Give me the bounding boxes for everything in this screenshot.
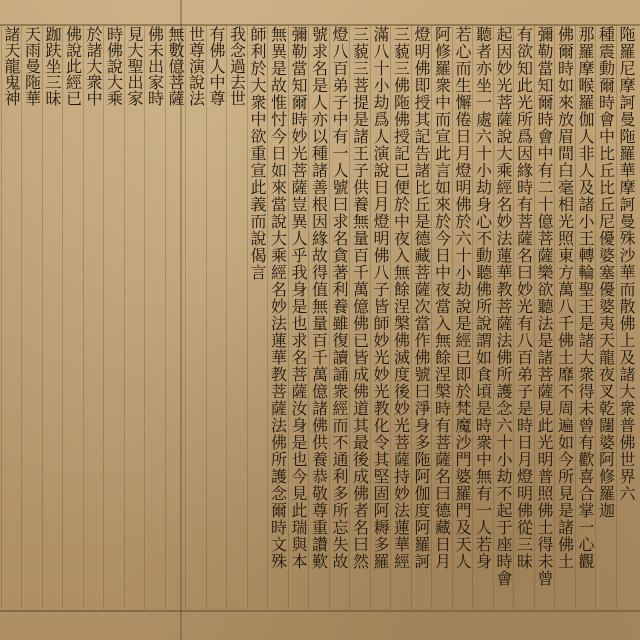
verse-upper-phrase: 見大聖出家 [125,26,144,106]
verse-lower-phrase [1,26,2,610]
verse-lower-phrase [83,26,84,610]
verse-upper-phrase: 世尊演說法 [186,26,206,106]
prose-column: 三藐三佛陁佛授記已便於中夜入無餘涅槃佛滅度後妙光菩薩持妙法蓮華經 [390,26,411,610]
prose-column: 彌勒當知爾時會中有二十億菩薩樂欲聽法是諸菩薩見此光明普照佛土得未曾 [534,26,555,610]
verse-upper-phrase: 我念過去世 [227,26,247,106]
verse-upper-phrase: 跏趺坐三昧 [43,26,62,106]
verse-lower-phrase [21,26,22,610]
verse-column [62,26,83,610]
verse-lower-phrase [103,26,104,610]
verse-lower-phrase [42,26,43,610]
prose-column: 滿八十小劫爲人演說日月燈明佛八子皆師妙光妙光教化令其堅固阿耨多羅 [370,26,391,610]
prose-column: 三藐三菩提是諸王子供養無量百千萬億佛已皆成佛道其最後成佛者名曰然 [349,26,370,610]
verse-column [83,26,104,610]
verse-lower-phrase [165,26,166,610]
verse-lower-phrase [206,26,207,610]
verse-column [206,26,227,610]
verse-upper-phrase: 於諸大衆中 [84,26,103,106]
prose-column: 若心而生懈倦日月燈明佛於六十小劫說是經已即於梵魔沙門婆羅門及天人 [452,26,473,610]
prose-column: 那羅摩睺羅伽人非人及諸小王轉輪聖王是諸大衆得未曾有歡喜合掌一心觀 [575,26,596,610]
verse-lower-phrase [226,26,227,610]
verse-lower-phrase [144,26,145,610]
bottom-ruling-line [0,610,640,612]
prose-column: 起因妙光菩薩說大乘經名妙法蓮華教菩薩法佛所護念六十小劫不起于座時會 [493,26,514,610]
verse-upper-phrase: 佛說此經已 [63,26,83,106]
verse-column [103,26,124,610]
verse-column [124,26,145,610]
prose-column: 無異是故惟忖今日如來當說大乘經名妙法蓮華教菩薩法佛所護念爾時文殊 [267,26,288,610]
prose-column: 師利於大衆中欲重宣此義而說偈言 [247,26,268,610]
prose-column: 燈八百弟子中有一人號曰求名貪著利養雖復讀誦衆經而不通利多所忘失故 [329,26,350,610]
verse-upper-phrase: 天雨曼陁華 [22,26,42,106]
prose-column: 佛爾時如來放眉間白毫相光照東方萬八千佛土靡不周遍如今所見是諸佛土 [554,26,575,610]
verse-column [226,26,247,610]
verse-lower-phrase [124,26,125,610]
prose-column: 種震動爾時會中比丘比丘尼優婆塞優婆夷天龍夜叉乾闥婆阿修羅迦 [595,26,616,610]
verse-column [144,26,165,610]
verse-column [42,26,63,610]
verse-lower-phrase [62,26,63,610]
verse-column [165,26,186,610]
verse-upper-phrase: 時佛說大乘 [104,26,124,106]
prose-column: 彌勒當知爾時妙光菩薩豈異人乎我身是也求名菩薩汝身是也今見此瑞與本 [288,26,309,610]
verse-lower-phrase [185,26,186,610]
verse-upper-phrase: 佛未出家時 [145,26,165,106]
verse-column [185,26,206,610]
prose-column: 陁羅尼摩訶曼陁羅華摩訶曼殊沙華而散佛上及諸大衆普佛世界六 [616,26,637,610]
verse-upper-phrase: 有佛人中尊 [207,26,226,106]
verse-upper-phrase: 諸天龍鬼神 [2,26,21,106]
prose-column: 號求名是人亦以種諸善根因緣故得值無量百千萬億諸佛供養恭敬尊重讚歎 [308,26,329,610]
text-columns [0,26,636,610]
verse-upper-phrase: 無數億菩薩 [166,26,185,106]
prose-column: 燈明佛即授其記告諸比丘是德藏菩薩次當作佛號曰淨身多陁阿伽度阿羅訶 [411,26,432,610]
prose-column: 聽者亦坐一處六十小劫身心不動聽佛所說謂如食頃是時衆中無有一人若身 [472,26,493,610]
verse-column [1,26,22,610]
prose-column: 有欲知此光所爲因緣時有菩薩名曰妙光有八百弟子是時日月燈明佛從三昧 [513,26,534,610]
verse-column [21,26,42,610]
prose-column: 阿修羅衆中而宣此言如來於今日中夜當入無餘涅槃時有菩薩名曰德藏日月 [431,26,452,610]
